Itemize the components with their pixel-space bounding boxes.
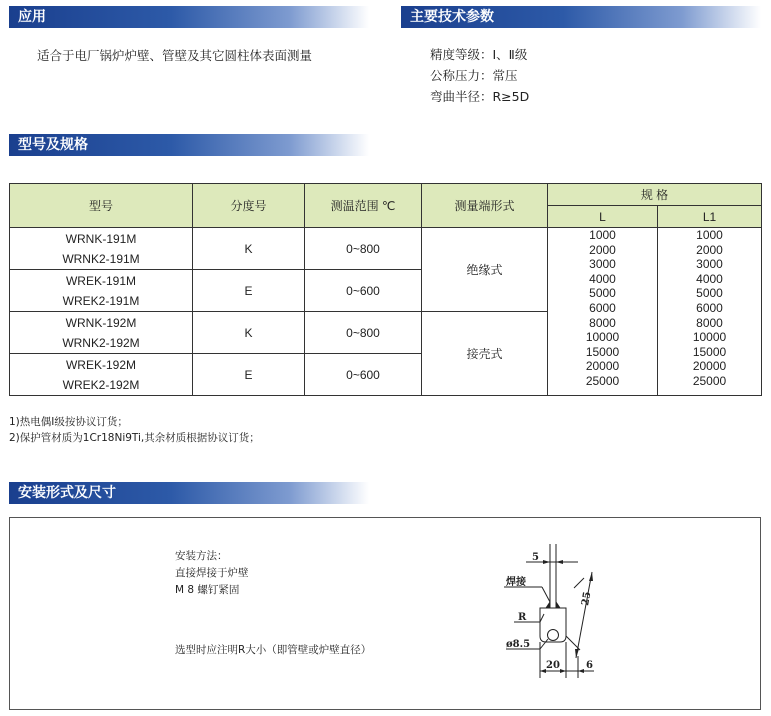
range-cell: 0~600 (305, 270, 422, 312)
section-header-params: 主要技术参数 (401, 6, 761, 28)
hole-diameter-label: ø8.5 (506, 639, 531, 650)
length-L1-value: 4000 (696, 271, 723, 286)
model-name: WREK-192M (65, 357, 136, 372)
header-terminal: 测量端形式 (422, 184, 548, 228)
model-name: WRNK-192M (65, 315, 137, 330)
model-name: WREK-191M (65, 273, 136, 288)
length-L1-value: 5000 (696, 286, 723, 301)
application-text: 适合于电厂锅炉炉壁、管壁及其它圆柱体表面测量 (37, 48, 313, 63)
grade-cell: E (193, 354, 305, 396)
dim-offset-label: 6 (586, 660, 593, 671)
range-cell: 0~800 (305, 228, 422, 270)
model-name: WREK2-191M (62, 293, 140, 308)
note-1: 1)热电偶Ⅰ级按协议订货； (9, 416, 128, 428)
param-pressure: 公称压力：常压 (430, 68, 518, 83)
header-L1: L1 (658, 206, 762, 228)
install-method-line: 直接焊接于炉壁 (175, 567, 249, 579)
section-header-application: 应用 (9, 6, 369, 28)
length-L-value: 20000 (585, 359, 620, 374)
length-L1-value: 1000 (696, 228, 723, 242)
length-L1-value: 8000 (696, 315, 723, 330)
length-L1-value: 15000 (692, 344, 727, 359)
weld-label: 焊接 (506, 577, 526, 588)
length-L1-value: 10000 (692, 330, 727, 345)
model-name: WREK2-192M (62, 377, 140, 392)
dim-top-label: 5 (532, 552, 539, 563)
length-L-value: 25000 (585, 373, 620, 388)
length-L-value: 2000 (589, 242, 616, 257)
radius-label: R (518, 612, 527, 623)
model-name: WRNK-191M (65, 231, 137, 246)
range-cell: 0~800 (305, 312, 422, 354)
length-L-cell (548, 228, 658, 396)
terminal-cell: 绝缘式 (422, 228, 548, 312)
grade-cell: E (193, 270, 305, 312)
grade-cell: K (193, 228, 305, 270)
param-bend-radius: 弯曲半径：R≥5D (430, 89, 530, 104)
length-L-value: 8000 (589, 315, 616, 330)
install-method (175, 548, 249, 599)
length-L-value: 10000 (585, 330, 620, 345)
length-L-value: 1000 (589, 228, 616, 242)
params-list (430, 44, 529, 107)
length-L1-value: 20000 (692, 359, 727, 374)
model-cell (10, 354, 193, 396)
length-L-value: 6000 (589, 300, 616, 315)
length-L1-value: 2000 (696, 242, 723, 257)
length-L1-value: 3000 (696, 257, 723, 272)
length-L1-value: 6000 (696, 300, 723, 315)
spec-table (9, 183, 762, 396)
header-L: L (548, 206, 658, 228)
dim-width-label: 20 (546, 660, 560, 671)
model-name: WRNK2-192M (62, 335, 140, 350)
install-box (9, 517, 761, 710)
section-header-install: 安装形式及尺寸 (9, 482, 369, 504)
note-2: 2)保护管材质为1Cr18Ni9Ti,其余材质根据协议订货； (9, 432, 260, 444)
table-row (10, 228, 762, 270)
header-grade: 分度号 (193, 184, 305, 228)
selection-note: 选型时应注明R大小（即管壁或炉壁直径） (175, 644, 372, 656)
install-method-title: 安装方法： (175, 550, 228, 562)
param-accuracy: 精度等级：Ⅰ、Ⅱ级 (430, 47, 528, 62)
terminal-cell: 接壳式 (422, 312, 548, 396)
dim-side-label: 25 (580, 590, 594, 607)
model-cell (10, 312, 193, 354)
grade-cell: K (193, 312, 305, 354)
mounting-drawing (480, 518, 640, 708)
length-L1-cell (658, 228, 762, 396)
length-L1-value: 25000 (692, 373, 727, 388)
section-header-models: 型号及规格 (9, 134, 369, 156)
install-method-line: M 8 螺钉紧固 (175, 584, 240, 596)
model-cell (10, 270, 193, 312)
length-L-value: 3000 (589, 257, 616, 272)
header-spec: 规 格 (548, 184, 762, 206)
header-model: 型号 (10, 184, 193, 228)
length-L-value: 5000 (589, 286, 616, 301)
range-cell: 0~600 (305, 354, 422, 396)
model-name: WRNK2-191M (62, 251, 140, 266)
length-L-value: 15000 (585, 344, 620, 359)
header-range: 测温范围 ℃ (305, 184, 422, 228)
length-L-value: 4000 (589, 271, 616, 286)
model-cell (10, 228, 193, 270)
